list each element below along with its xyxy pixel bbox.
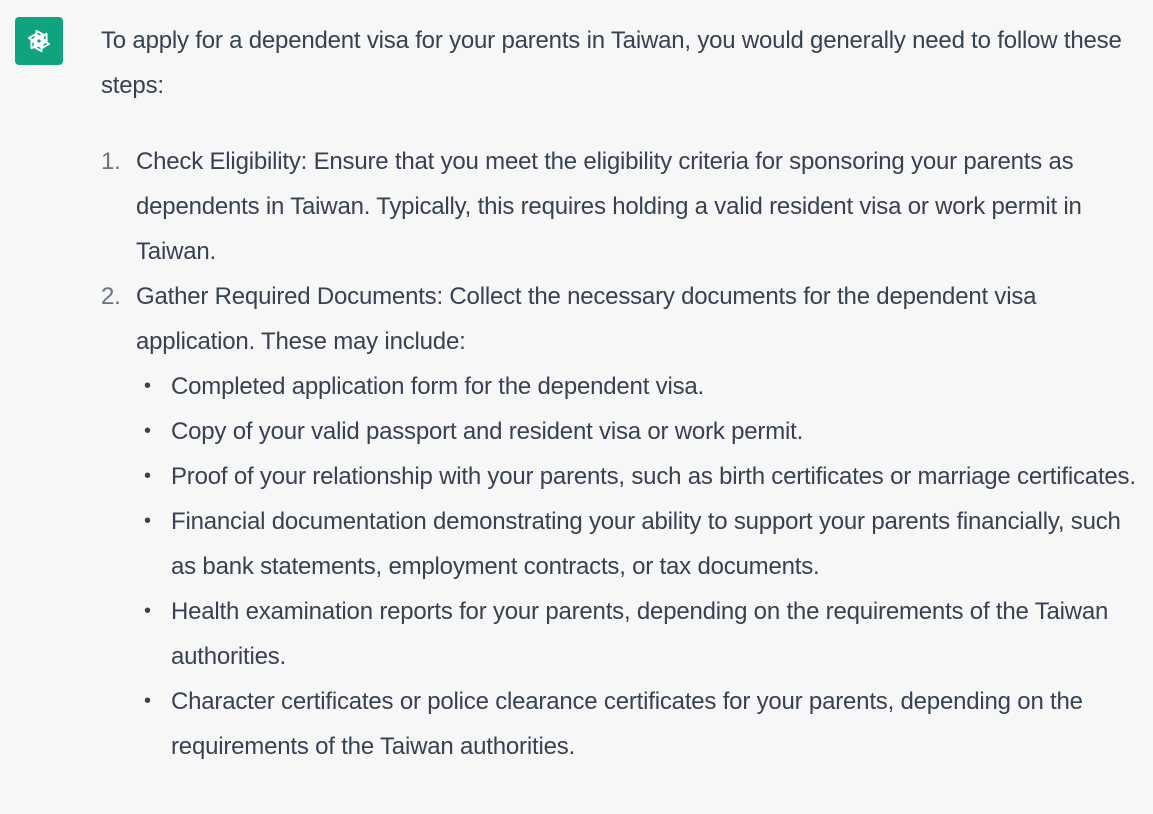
step-item — [101, 139, 1141, 274]
bullet-icon: • — [144, 600, 151, 622]
bullet-icon: • — [144, 375, 151, 397]
step-number: 1. — [101, 148, 121, 175]
list-item — [136, 364, 1141, 409]
list-item-text: Copy of your valid passport and resident visa or work permit. — [171, 418, 804, 445]
list-item — [136, 589, 1141, 679]
list-item — [136, 409, 1141, 454]
bullet-icon: • — [144, 420, 151, 442]
documents-list — [136, 364, 1141, 769]
bullet-icon: • — [144, 465, 151, 487]
list-item-text: Financial documentation demonstrating your ability to support your parents financially, such as bank statements, employment contracts, or tax documents. — [171, 508, 1121, 580]
list-item — [136, 499, 1141, 589]
list-item-text: Completed application form for the dependent visa. — [171, 373, 704, 400]
step-number: 2. — [101, 283, 121, 310]
list-item-text: Proof of your relationship with your parents, such as birth certificates or marriage certificates. — [171, 463, 1136, 490]
bullet-icon: • — [144, 690, 151, 712]
list-item — [136, 679, 1141, 769]
openai-logo-icon — [22, 24, 56, 58]
assistant-avatar — [15, 17, 63, 65]
list-item — [136, 454, 1141, 499]
list-item-text: Character certificates or police clearance certificates for your parents, depending on the requirements of the Taiwan authorities. — [171, 688, 1083, 760]
intro-paragraph: To apply for a dependent visa for your parents in Taiwan, you would generally need to follow these steps: — [101, 27, 1122, 99]
message-content — [101, 18, 1141, 769]
step-text: Gather Required Documents: Collect the necessary documents for the dependent visa application. These may include: — [136, 283, 1037, 355]
bullet-icon: • — [144, 510, 151, 532]
step-text: Check Eligibility: Ensure that you meet the eligibility criteria for sponsoring your parents as dependents in Taiwan. Typically, this requires holding a valid resident visa or work permit in Taiwan. — [136, 148, 1082, 265]
list-item-text: Health examination reports for your parents, depending on the requirements of the Taiwan authorities. — [171, 598, 1109, 670]
step-item — [101, 274, 1141, 769]
steps-list — [101, 139, 1141, 769]
